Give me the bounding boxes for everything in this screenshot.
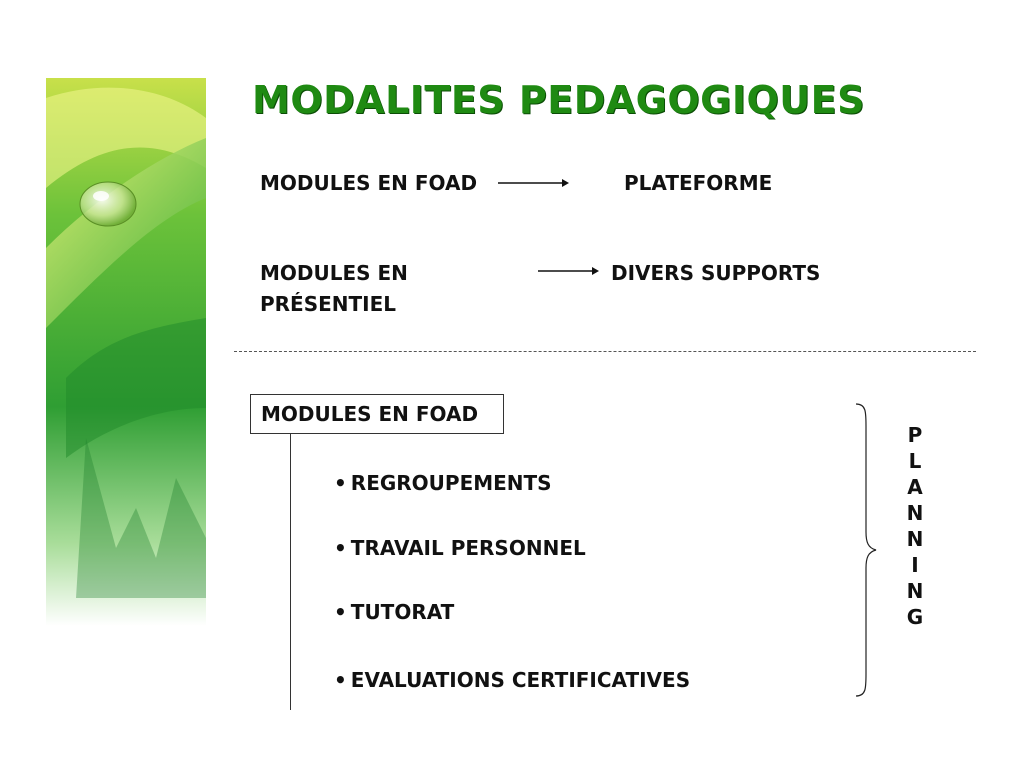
list-item-label: TRAVAIL PERSONNEL — [350, 536, 586, 560]
modules-foad-box-label: MODULES EN FOAD — [261, 402, 479, 426]
vertical-connector-line — [290, 434, 291, 710]
bullet-dot: • — [334, 471, 347, 495]
planning-letter: N — [906, 527, 924, 551]
planning-letter: L — [908, 449, 922, 473]
list-item-label: TUTORAT — [350, 600, 455, 624]
planning-vertical-label — [905, 422, 925, 630]
right-arrow-icon — [538, 264, 600, 278]
row2-left-label-line2: PRÉSENTIEL — [260, 292, 397, 316]
planning-letter: P — [907, 423, 923, 447]
right-curly-brace-icon — [850, 402, 880, 698]
list-item — [334, 667, 690, 693]
list-item-label: EVALUATIONS CERTIFICATIVES — [350, 668, 691, 692]
planning-letter: N — [906, 501, 924, 525]
bullet-dot: • — [334, 536, 347, 560]
modules-foad-box — [250, 394, 504, 434]
list-item — [334, 470, 552, 496]
list-item — [334, 599, 454, 625]
row2-right-label: DIVERS SUPPORTS — [611, 261, 821, 285]
row1-right-label: PLATEFORME — [624, 171, 773, 195]
planning-letter: A — [907, 475, 923, 499]
right-arrow-icon — [498, 176, 570, 190]
row1-left-label: MODULES EN FOAD — [260, 171, 478, 195]
planning-letter: I — [911, 553, 919, 577]
bullet-dot: • — [334, 668, 347, 692]
dashed-divider — [234, 351, 976, 352]
list-item-label: REGROUPEMENTS — [350, 471, 552, 495]
planning-letter: G — [906, 605, 924, 629]
list-item — [334, 535, 586, 561]
bullet-dot: • — [334, 600, 347, 624]
row2-left-label-line1: MODULES EN — [260, 261, 408, 285]
planning-letter: N — [906, 579, 924, 603]
slide-title: MODALITES PEDAGOGIQUES — [252, 78, 865, 122]
decorative-leaf-image — [46, 78, 206, 626]
